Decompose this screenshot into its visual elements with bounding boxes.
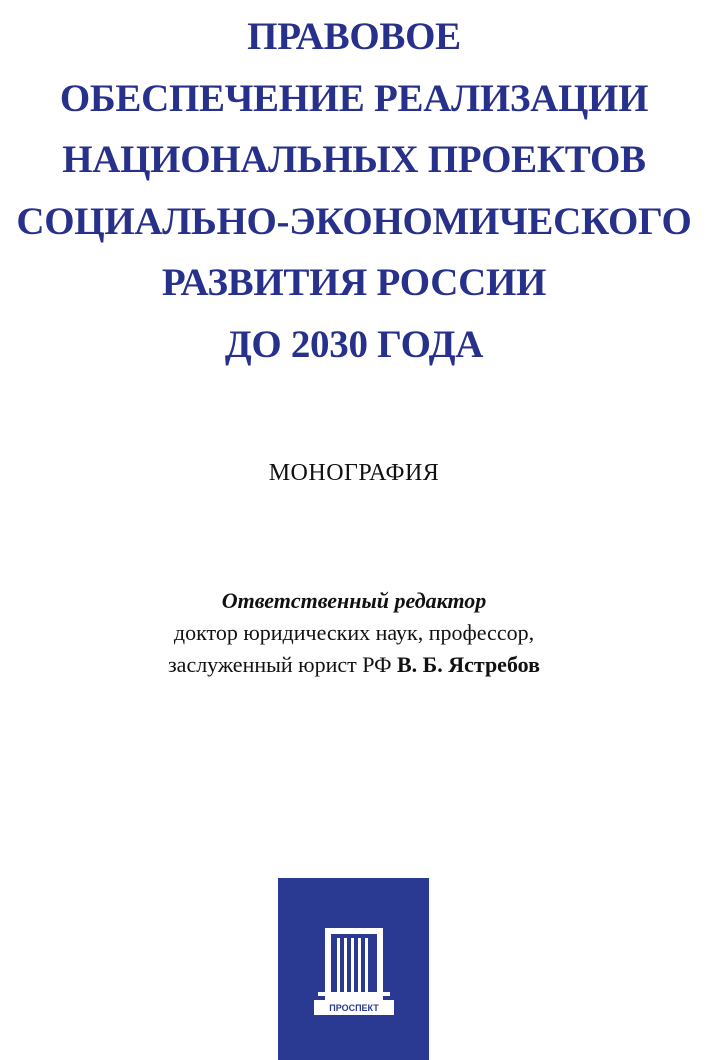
title-line-4: СОЦИАЛЬНО-ЭКОНОМИЧЕСКОГО (16, 199, 692, 243)
book-title (0, 6, 708, 375)
editor-name: В. Б. Ястребов (397, 652, 540, 677)
title-line-6: ДО 2030 ГОДА (224, 322, 484, 366)
building-columns-icon (278, 878, 429, 1060)
publisher-logo (278, 878, 429, 1060)
editor-credentials: доктор юридических наук, профессор, (173, 620, 535, 645)
title-line-2: ОБЕСПЕЧЕНИЕ РЕАЛИЗАЦИИ (59, 76, 649, 120)
title-line-3: НАЦИОНАЛЬНЫХ ПРОЕКТОВ (62, 138, 646, 181)
genre-label: МОНОГРАФИЯ (268, 460, 440, 486)
editor-role: Ответственный редактор (221, 588, 487, 613)
editor-title-prefix: заслуженный юрист РФ (167, 652, 397, 677)
title-line-5: РАЗВИТИЯ РОССИИ (161, 261, 547, 304)
editor-block (0, 585, 708, 681)
editor-title-line (0, 649, 708, 681)
publisher-logo-text: ПРОСПЕКТ (329, 1003, 379, 1013)
title-line-1: ПРАВОВОЕ (247, 15, 461, 58)
